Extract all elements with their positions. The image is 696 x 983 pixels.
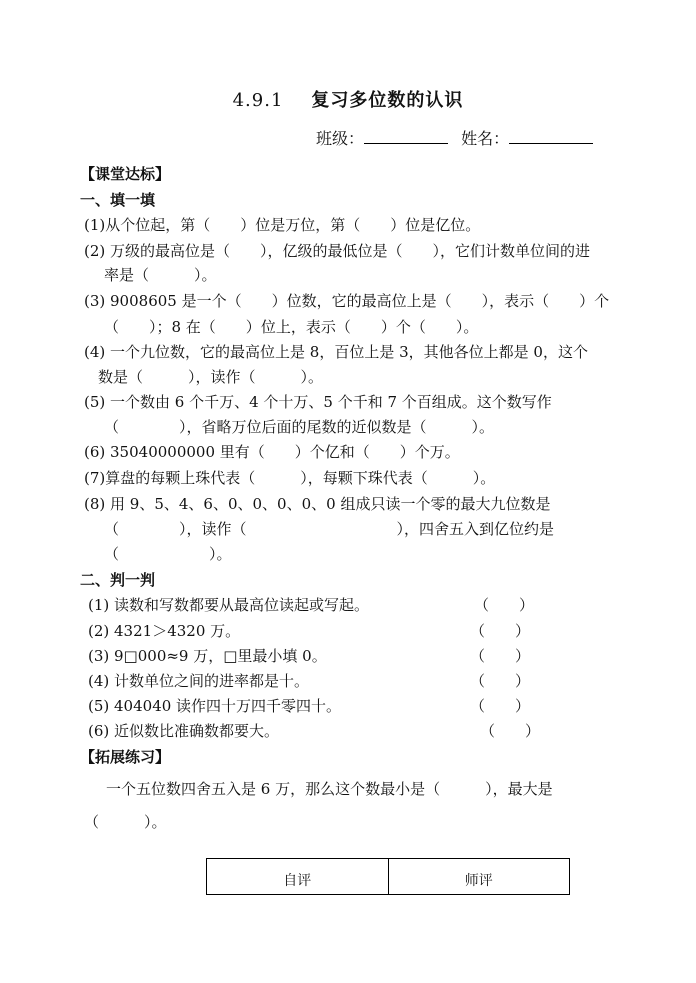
fill-line-7: 数是（ ），读作（ ）。: [98, 368, 324, 386]
judge-paren-1[interactable]: （ ）: [474, 596, 535, 614]
fill-line-9: （ ），省略万位后面的尾数的近似数是（ ）。: [104, 418, 495, 436]
name-blank[interactable]: [509, 127, 593, 144]
page-title: [0, 86, 696, 112]
judge-line-6: (6) 近似数比准确数都要大。: [88, 722, 280, 740]
judge-line-2: (2) 4321＞4320 万。: [88, 622, 241, 640]
title-text: 复习多位数的认识: [311, 90, 464, 111]
name-label: 姓名：: [461, 129, 510, 148]
judge-paren-6[interactable]: （ ）: [480, 722, 541, 740]
judge-paren-3[interactable]: （ ）: [470, 647, 531, 665]
ext-line-2: （ ）。: [84, 813, 167, 831]
self-eval-cell[interactable]: 自评: [283, 873, 312, 889]
fill-line-11: (7)算盘的每颗上珠代表（ ），每颗下珠代表（ ）。: [84, 469, 496, 487]
fill-line-4: (3) 9008605 是一个（ ）位数，它的最高位上是（ ），表示（ ）个: [84, 292, 610, 310]
fill-line-3: 率是（ ）。: [104, 266, 217, 284]
fill-line-1: (1)从个位起，第（ ）位是万位，第（ ）位是亿位。: [84, 216, 481, 234]
section-judge: 二、判一判: [80, 571, 156, 589]
judge-line-3: (3) 9□000≈9 万，□里最小填 0。: [88, 647, 327, 665]
fill-line-2: (2) 万级的最高位是（ ），亿级的最低位是（ ），它们计数单位间的进: [84, 242, 591, 260]
section-fill: 一、填一填: [80, 191, 156, 209]
class-blank[interactable]: [364, 127, 448, 144]
section-class: 【课堂达标】: [80, 165, 171, 183]
ext-line-1: 一个五位数四舍五入是 6 万，那么这个数最小是（ ），最大是: [106, 780, 553, 798]
fill-line-10: (6) 35040000000 里有（ ）个亿和（ ）个万。: [84, 443, 460, 461]
fill-line-8: (5) 一个数由 6 个千万、4 个十万、5 个千和 7 个百组成。这个数写作: [84, 393, 552, 411]
teacher-eval-cell[interactable]: 师评: [388, 859, 570, 894]
judge-paren-5[interactable]: （ ）: [470, 697, 531, 715]
class-label: 班级：: [316, 129, 365, 148]
title-number: 4.9.1: [232, 90, 284, 111]
evaluation-table: [206, 858, 570, 895]
fill-line-5: （ ）；8 在（ ）位上，表示（ ）个（ ）。: [104, 318, 479, 336]
fill-line-12: (8) 用 9、5、4、6、0、0、0、0、0 组成只读一个零的最大九位数是: [84, 495, 551, 513]
section-extension: 【拓展练习】: [80, 748, 171, 766]
fill-line-6: (4) 一个九位数，它的最高位上是 8，百位上是 3，其他各位上都是 0，这个: [84, 343, 588, 361]
fill-line-13: （ ），读作（ ），四舍五入到亿位约是: [104, 520, 555, 538]
judge-paren-2[interactable]: （ ）: [470, 622, 531, 640]
judge-line-4: (4) 计数单位之间的进率都是十。: [88, 672, 310, 690]
student-info: [316, 126, 593, 149]
judge-line-1: (1) 读数和写数都要从最高位读起或写起。: [88, 596, 370, 614]
judge-line-5: (5) 404040 读作四十万四千零四十。: [88, 697, 342, 715]
judge-paren-4[interactable]: （ ）: [470, 672, 531, 690]
fill-line-14: （ ）。: [104, 545, 232, 563]
